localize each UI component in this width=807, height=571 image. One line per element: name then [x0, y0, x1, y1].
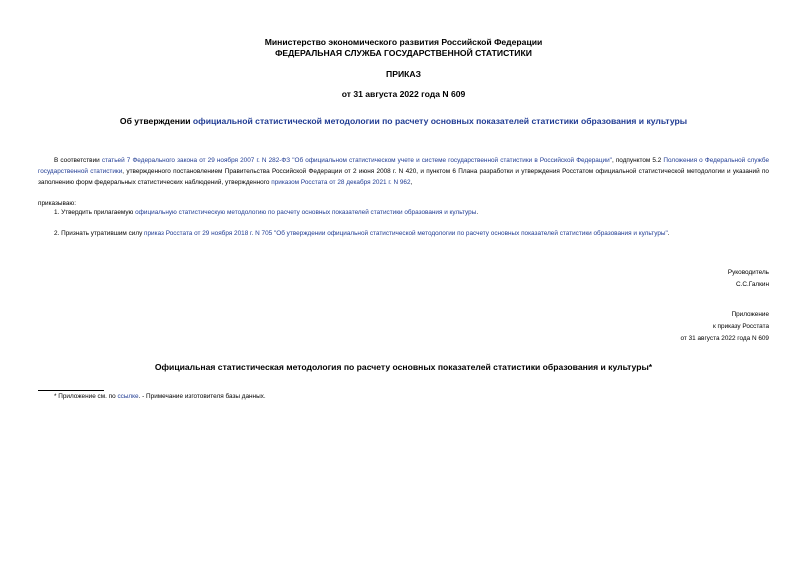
order-item-2 — [38, 228, 769, 239]
ministry-name: Министерство экономического развития Российской Федерации — [264, 37, 543, 47]
appendix-title: Официальная статистическая методология по расчету основных показателей статистики образования и культуры* — [154, 362, 653, 372]
document-title — [0, 116, 807, 127]
item2-text-1: 2. Признать утратившим силу — [54, 230, 145, 237]
preamble-text-3: , утвержденного постановлением Правительства Российской Федерации от 2 июня 2008 г. N 420, и пунктом 6 Плана разработки и утверждения Росстатом официальной статистической методологии и указаний по заполнению форм федеральных статистических наблюдений, утвержденного — [38, 168, 769, 186]
signature-name: С.С.Галкин — [735, 281, 769, 288]
preamble-paragraph — [38, 155, 769, 188]
rosstat-order-705-link[interactable]: приказ Росстата от 29 ноября 2018 г. N 705 "Об утверждении официальной статистической методологии по расчету основных показателей статистики образования и культуры" — [144, 230, 668, 237]
item2-text-2: . — [667, 230, 670, 237]
appendix-ref-line-2: к приказу Росстата — [712, 323, 769, 330]
federal-law-link[interactable]: статьей 7 Федерального закона от 29 ноября 2007 г. N 282-ФЗ "Об официальном статистическом учете и системе государственной статистики в Российской Федерации" — [101, 157, 612, 164]
preamble-text-4: , — [410, 179, 413, 186]
footnote — [38, 391, 769, 402]
rosstat-order-962-link[interactable]: приказом Росстата от 28 декабря 2021 г. N 962 — [271, 179, 411, 186]
document-type: ПРИКАЗ — [386, 69, 421, 79]
signature-position: Руководитель — [727, 269, 769, 276]
orders-label: приказываю: — [38, 200, 76, 207]
footnote-text-1: * Приложение см. по — [54, 393, 118, 400]
document-date: от 31 августа 2022 года N 609 — [341, 89, 466, 99]
footnote-text-2: . - Примечание изготовителя базы данных. — [138, 393, 266, 400]
footnote-link[interactable]: ссылке — [117, 393, 139, 400]
order-item-1 — [38, 207, 769, 218]
item1-text-2: . — [476, 209, 479, 216]
service-name: ФЕДЕРАЛЬНАЯ СЛУЖБА ГОСУДАРСТВЕННОЙ СТАТИСТИКИ — [275, 48, 532, 58]
appendix-ref-line-3: от 31 августа 2022 года N 609 — [680, 335, 769, 342]
signature-block — [728, 267, 769, 291]
document-title-prefix: Об утверждении — [119, 116, 193, 126]
title-methodology-link[interactable]: официальной статистической методологии по расчету основных показателей статистики образования и культуры — [192, 116, 688, 126]
preamble-text-2: , подпунктом 5.2 — [611, 157, 664, 164]
appendix-ref-line-1: Приложение — [731, 311, 769, 318]
item1-text-1: 1. Утвердить прилагаемую — [54, 209, 136, 216]
preamble-text-1: В соответствии — [54, 157, 102, 164]
appendix-reference — [681, 309, 770, 345]
regulation-link[interactable]: Положения о Федеральной службе государственной статистики — [38, 157, 770, 175]
methodology-link[interactable]: официальную статистическую методологию по расчету основных показателей статистики образования и культуры — [135, 209, 477, 216]
